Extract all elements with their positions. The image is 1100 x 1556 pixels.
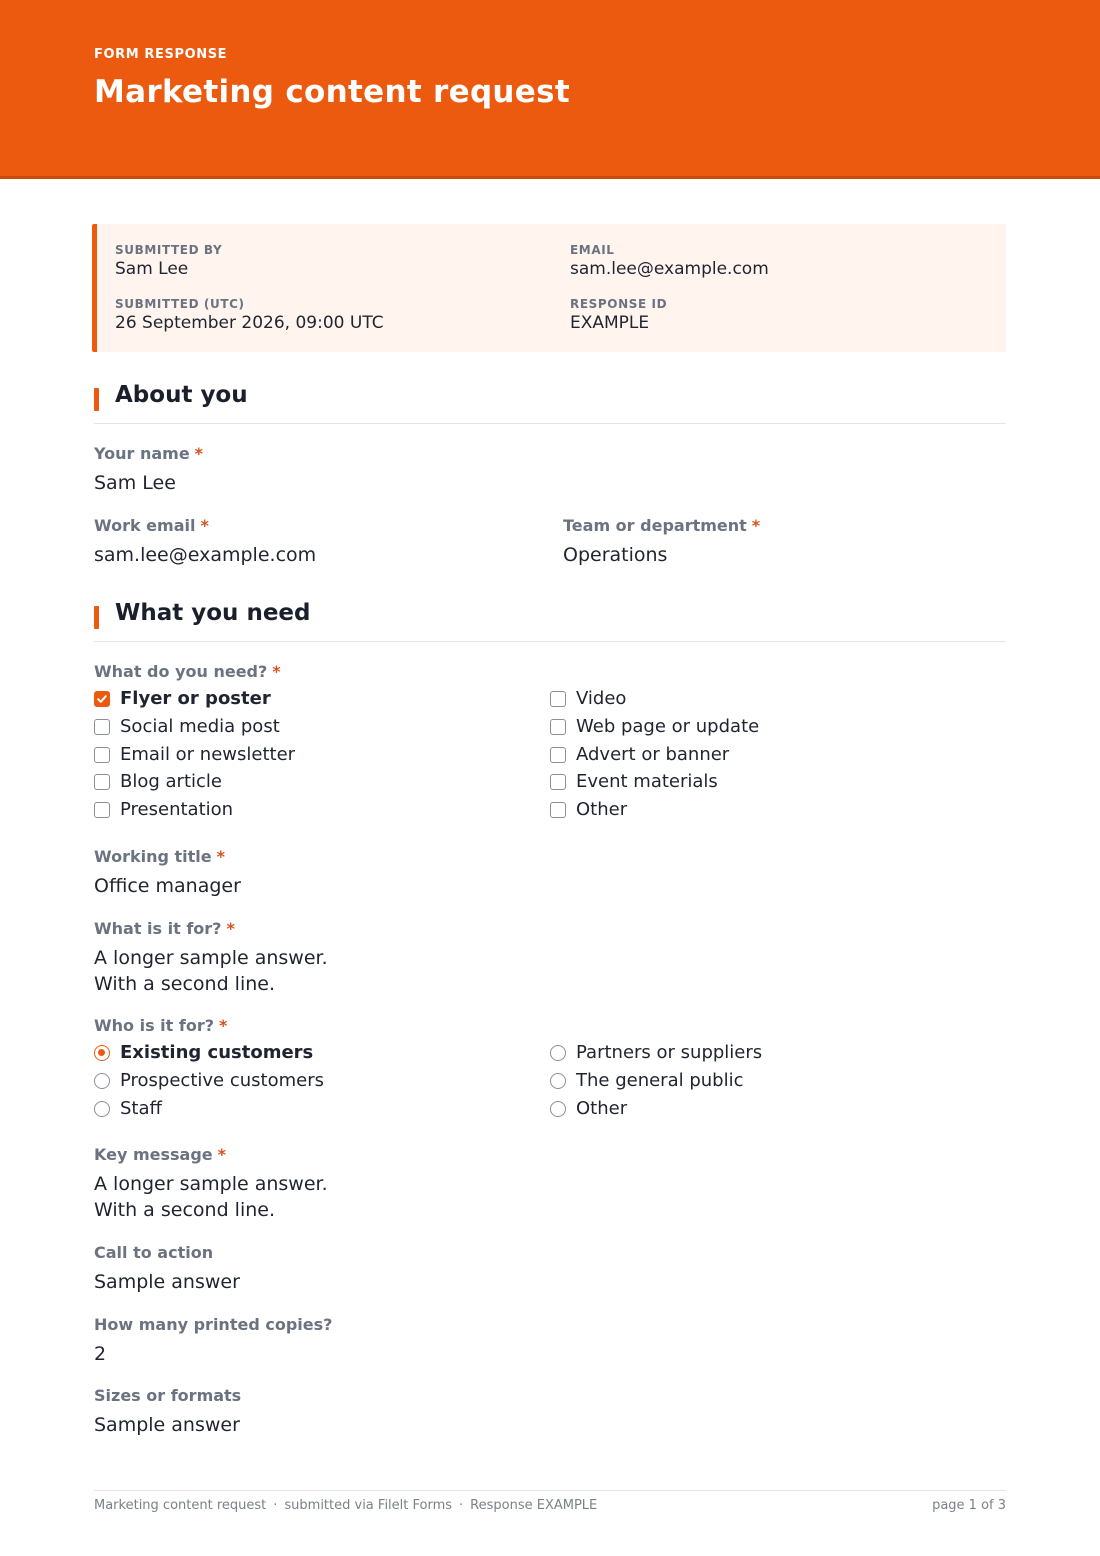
checkbox-unchecked-icon[interactable] — [94, 719, 110, 735]
footer-submitted-via: submitted via Filelt Forms — [284, 1498, 453, 1513]
field-value-line-1: A longer sample answer. — [94, 947, 328, 969]
option-label: Video — [576, 688, 627, 709]
field-label-text: Key message — [94, 1145, 213, 1164]
option-partners-or-suppliers[interactable] — [550, 1041, 762, 1065]
option-the-general-public[interactable] — [550, 1069, 744, 1093]
option-label: Partners or suppliers — [576, 1042, 763, 1063]
section-what-you-need — [94, 600, 1006, 642]
section-title: What you need — [115, 600, 311, 626]
field-label-text: What do you need? — [94, 662, 268, 681]
section-title: About you — [115, 382, 248, 408]
option-label: Existing customers — [120, 1042, 314, 1063]
checkbox-unchecked-icon[interactable] — [550, 774, 566, 790]
option-label: Other — [576, 799, 628, 821]
field-value: Office manager — [94, 875, 241, 897]
field-label — [94, 444, 203, 464]
field-label — [94, 919, 328, 939]
checkbox-unchecked-icon[interactable] — [94, 802, 110, 818]
field-what-do-you-need — [94, 662, 281, 682]
checkbox-unchecked-icon[interactable] — [550, 719, 566, 735]
field-label-text: Work email — [94, 516, 196, 535]
required-mark: * — [194, 444, 204, 463]
option-email-or-newsletter[interactable] — [94, 743, 295, 767]
radio-unselected-icon[interactable] — [550, 1073, 566, 1089]
meta-submitted-by-label: SUBMITTED BY — [115, 243, 223, 257]
option-existing-customers[interactable] — [94, 1041, 313, 1065]
option-label: Presentation — [120, 799, 234, 821]
field-label: How many printed copies? — [94, 1315, 333, 1334]
field-label: Call to action — [94, 1243, 214, 1262]
footer-response: Response EXAMPLE — [470, 1498, 598, 1513]
radio-unselected-icon[interactable] — [94, 1101, 110, 1117]
checkbox-unchecked-icon[interactable] — [550, 802, 566, 818]
field-label-text: Your name — [94, 444, 190, 463]
footer-separator: · — [273, 1498, 278, 1513]
submission-meta-panel — [92, 224, 1006, 352]
field-working-title — [94, 847, 241, 899]
option-label: Prospective customers — [120, 1070, 324, 1091]
field-value: Sam Lee — [94, 472, 176, 494]
checkbox-checked-icon[interactable] — [94, 691, 110, 707]
form-title: Marketing content request — [94, 74, 570, 110]
form-header — [0, 0, 1100, 179]
field-label: Sizes or formats — [94, 1386, 242, 1405]
field-your-name — [94, 444, 203, 496]
option-web-page-or-update[interactable] — [550, 715, 759, 739]
field-value: Sample answer — [94, 1414, 240, 1436]
field-label — [94, 662, 281, 682]
footer-page-number: page 1 of 3 — [932, 1498, 1006, 1513]
field-label-text: What is it for? — [94, 919, 222, 938]
footer-form-name: Marketing content request — [94, 1498, 267, 1513]
meta-submitted-time — [115, 296, 384, 334]
field-printed-copies — [94, 1315, 332, 1367]
option-label: Event materials — [576, 771, 718, 793]
form-kicker: FORM RESPONSE — [94, 47, 228, 62]
required-mark: * — [272, 662, 281, 681]
checkbox-unchecked-icon[interactable] — [550, 747, 566, 763]
checkbox-unchecked-icon[interactable] — [94, 747, 110, 763]
radio-unselected-icon[interactable] — [550, 1101, 566, 1117]
field-work-email — [94, 516, 316, 568]
option-label: Advert or banner — [576, 743, 730, 765]
option-staff[interactable] — [94, 1097, 162, 1121]
footer-separator: · — [459, 1498, 464, 1513]
field-label-text: Working title — [94, 847, 212, 866]
required-mark: * — [217, 1145, 227, 1164]
radio-unselected-icon[interactable] — [94, 1073, 110, 1089]
section-accent-bar — [94, 388, 99, 411]
option-label: Flyer or poster — [120, 688, 271, 709]
field-call-to-action — [94, 1243, 240, 1295]
option-blog-article[interactable] — [94, 770, 222, 794]
option-label: Staff — [120, 1098, 162, 1119]
field-label-text: Team or department — [563, 516, 747, 535]
option-label: Other — [576, 1098, 628, 1119]
field-value-line-1: A longer sample answer. — [94, 1173, 328, 1195]
meta-submitted-time-value: 26 September 2026, 09:00 UTC — [115, 313, 384, 333]
field-value-line-2: With a second line. — [94, 973, 275, 995]
section-about-you — [94, 382, 1006, 424]
checkbox-unchecked-icon[interactable] — [94, 774, 110, 790]
field-label-text: Who is it for? — [94, 1016, 215, 1035]
meta-email-label: EMAIL — [570, 243, 615, 257]
field-team — [563, 516, 760, 568]
option-event-materials[interactable] — [550, 770, 718, 794]
option-label: Social media post — [120, 715, 280, 737]
option-label: Blog article — [120, 771, 222, 793]
radio-unselected-icon[interactable] — [550, 1045, 566, 1061]
field-value-line-2: With a second line. — [94, 1199, 275, 1221]
option-label: The general public — [576, 1070, 744, 1091]
field-label — [94, 1016, 227, 1036]
field-what-is-it-for — [94, 919, 328, 997]
footer-divider — [94, 1490, 1006, 1491]
field-sizes-formats — [94, 1386, 241, 1438]
option-other[interactable] — [550, 798, 627, 822]
radio-selected-icon[interactable] — [94, 1045, 110, 1061]
required-mark: * — [200, 516, 209, 535]
meta-email-value: sam.lee@example.com — [570, 259, 769, 279]
meta-submitted-by — [115, 242, 222, 280]
option-prospective-customers[interactable] — [94, 1069, 324, 1093]
field-value: 2 — [94, 1343, 107, 1365]
required-mark: * — [216, 847, 225, 866]
option-flyer-or-poster[interactable] — [94, 687, 271, 711]
option-label: Web page or update — [576, 715, 760, 737]
field-key-message — [94, 1145, 328, 1223]
meta-submitted-time-label: SUBMITTED (UTC) — [115, 297, 245, 311]
required-mark: * — [219, 1016, 228, 1035]
footer-info — [94, 1498, 597, 1513]
option-advert-or-banner[interactable] — [550, 743, 729, 767]
field-value: sam.lee@example.com — [94, 544, 317, 566]
meta-response-id — [570, 296, 667, 334]
section-accent-bar — [94, 606, 99, 629]
option-presentation[interactable] — [94, 798, 233, 822]
field-who-is-it-for — [94, 1016, 227, 1036]
field-label — [563, 516, 760, 536]
option-video[interactable] — [550, 687, 626, 711]
required-mark: * — [751, 516, 761, 535]
required-mark: * — [226, 919, 235, 938]
meta-response-id-label: RESPONSE ID — [570, 297, 668, 311]
field-value: Sample answer — [94, 1271, 240, 1293]
option-social-media-post[interactable] — [94, 715, 280, 739]
field-label — [94, 1145, 328, 1165]
field-value: Operations — [563, 544, 668, 566]
meta-email — [570, 242, 769, 280]
option-label: Email or newsletter — [120, 743, 296, 765]
option-other[interactable] — [550, 1097, 627, 1121]
meta-submitted-by-value: Sam Lee — [115, 259, 189, 279]
field-label — [94, 847, 241, 867]
checkbox-unchecked-icon[interactable] — [550, 691, 566, 707]
meta-response-id-value: EXAMPLE — [570, 313, 650, 333]
field-label — [94, 516, 316, 536]
